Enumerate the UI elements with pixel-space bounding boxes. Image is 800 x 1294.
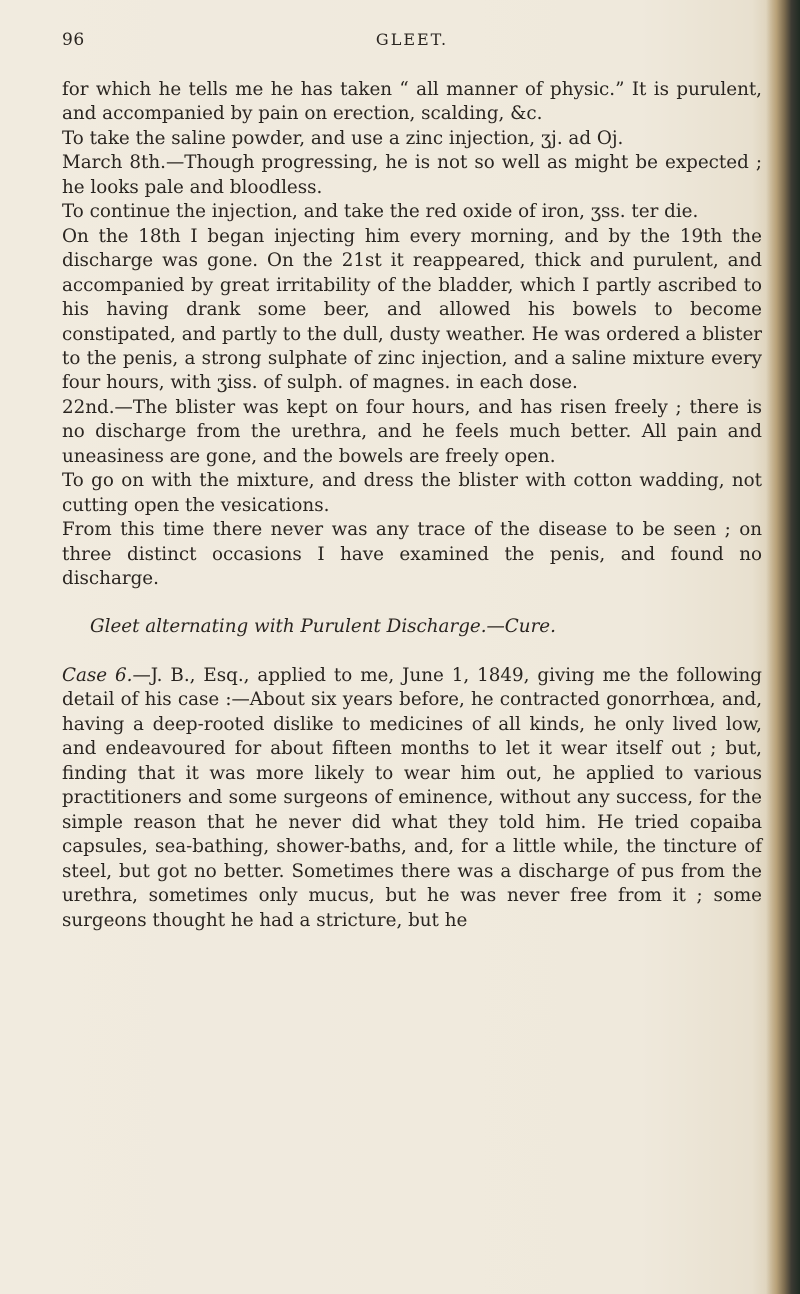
case-text: —J. B., Esq., applied to me, June 1, 1849, giving me the following detail of his case :—About six years before, he contracted gonorrhœa, and, having a deep-rooted dislike to medicines of all kinds, he only lived low, and endeavoured for about fifteen months to let it wear itself out ; but, finding that it was more likely to wear him out, he applied to various practitioners and some surgeons of eminence, without any success, for the simple reason that he never did what they told him. He tried copaiba capsules, sea-bathing, shower-baths, and, for a little while, the tincture of steel, but got no better. Sometimes there was a discharge of pus from the urethra, sometimes only mucus, but he was never free from it ; some surgeons thought he had a stricture, but he bbox=[62, 664, 763, 931]
paragraph: From this time there never was any trace of the disease to be seen ; on three distinct occasions I have examined the penis, and found no discharge. bbox=[62, 519, 762, 590]
body-text bbox=[62, 78, 762, 933]
running-title: GLEET. bbox=[375, 30, 449, 49]
section-heading: Gleet alternating with Purulent Discharge.—Cure. bbox=[90, 615, 556, 637]
page-number: 96 bbox=[62, 30, 85, 50]
paragraph: for which he tells me he has taken “ all manner of physic.” It is purulent, and accompanied by pain on erection, scalding, &c. bbox=[62, 79, 762, 125]
paragraph: 22nd.—The blister was kept on four hours, and has risen freely ; there is no discharge from the urethra, and he feels much better. All pain and uneasiness are gone, and the bowels are freely open. bbox=[62, 396, 762, 467]
running-head bbox=[62, 30, 762, 60]
paragraph: To continue the injection, and take the red oxide of iron, ʒss. ter die. bbox=[62, 201, 699, 223]
paragraph: To go on with the mixture, and dress the blister with cotton wadding, not cutting open the vesications. bbox=[62, 470, 762, 516]
paragraph: March 8th.—Though progressing, he is not so well as might be expected ; he looks pale and bloodless. bbox=[62, 152, 762, 198]
paragraph: On the 18th I began injecting him every morning, and by the 19th the discharge was gone. On the 21st it reappeared, thick and purulent, and accompanied by great irritability of the bladder, which I partly ascribed to his having drank some beer, and allowed his bowels to become constipated, and partly to the dull, dusty weather. He was ordered a blister to the penis, a strong sulphate of zinc injection, and a saline mixture every four hours, with ʒiss. of sulph. of magnes. in each dose. bbox=[62, 225, 762, 394]
paragraph-case bbox=[62, 664, 762, 933]
case-label: Case 6. bbox=[62, 664, 133, 686]
paragraph: To take the saline powder, and use a zinc injection, ʒj. ad Oj. bbox=[62, 127, 624, 149]
book-binding-edge bbox=[766, 0, 800, 1294]
